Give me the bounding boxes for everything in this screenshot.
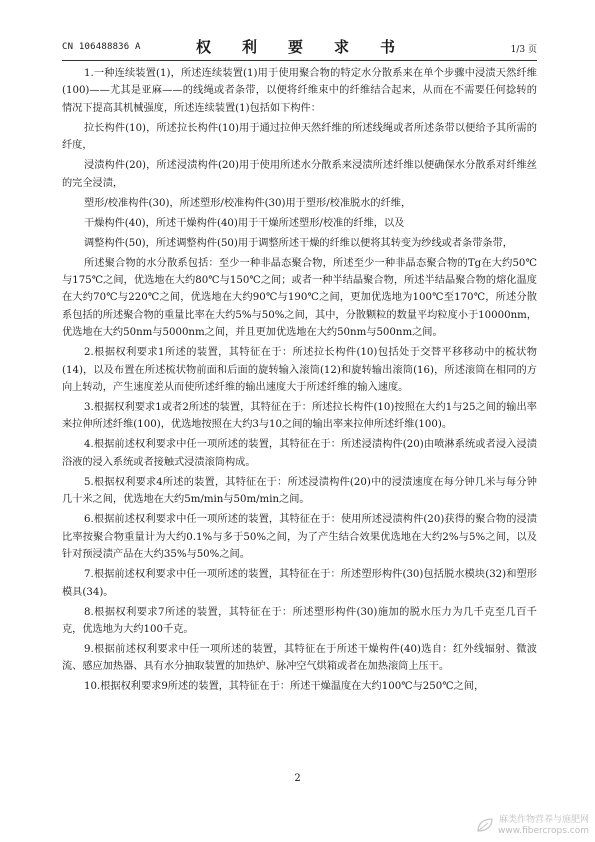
claim-paragraph: 9.根据前述权利要求中任一项所述的装置，其特征在于所述干燥构件(40)选自：红外线辐射、微波流、感应加热器、具有水分抽取装置的加热炉、脉冲空气烘箱或者在加热滚筒上压干。 (62, 643, 537, 673)
claim-paragraph: 2.根据权利要求1所述的装置，其特征在于：所述拉长构件(10)包括处于交替平移移动中的梳状物(14)，以及布置在所述梳状物前面和后面的旋转输入滚筒(12)和旋转输出滚筒(16)，所述滚筒在相同的方向上转动，产生速度差从而使所述纤维的输出速度大于所述纤维的输入速度。 (62, 347, 537, 394)
watermark-site-name: 麻类作物营养与施肥网 (498, 815, 589, 825)
watermark-url: www.fibercrops.com (498, 826, 589, 836)
claims-body (62, 65, 537, 698)
claim-paragraph: 5.根据权利要求4所述的装置，其特征在于：所述浸渍构件(20)中的浸渍速度在每分钟几米与每分钟几十米之间，优选地在大约5m/min与50m/min之间。 (62, 476, 537, 506)
claim-paragraph: 调整构件(50)，所述调整构件(50)用于调整所述干燥的纤维以便将其转变为纱线或者条带条带， (84, 237, 513, 249)
claim-paragraph: 拉长构件(10)，所述拉长构件(10)用于通过拉伸天然纤维的所述线绳或者所述条带以便给予其所需的纤度， (62, 122, 537, 152)
patent-number: CN 106488836 A (62, 42, 141, 52)
claim-paragraph: 干燥构件(40)，所述干燥构件(40)用于干燥所述塑形/校准的纤维，以及 (84, 217, 405, 229)
claim-paragraph: 8.根据权利要求7所述的装置，其特征在于：所述塑形构件(30)施加的脱水压力为几千克至几百千克，优选地为大约100千克。 (62, 606, 537, 635)
claim-paragraph: 塑形/校准构件(30)，所述塑形/校准构件(30)用于塑形/校准脱水的纤维， (84, 197, 412, 209)
page-indicator: 1/3 页 (510, 45, 537, 55)
claim-paragraph: 1.一种连续装置(1)，所述连续装置(1)用于使用聚合物的特定水分散系来在单个步骤中浸渍天然纤维(100)——尤其是亚麻——的线绳或者条带，以便将纤维束中的纤维结合起来，从而在不需要任何捻转的情况下提高其机械强度，所述连续装置(1)包括如下构件： (62, 68, 537, 114)
claim-paragraph: 4.根据前述权利要求中任一项所述的装置，其特征在于：所述浸渍构件(20)由喷淋系统或者浸入浸渍浴液的浸入系统或者接触式浸渍滚筒构成。 (62, 439, 537, 468)
claim-paragraph: 3.根据权利要求1或者2所述的装置，其特征在于：所述拉长构件(10)按照在大约1与25之间的输出率来拉伸所述纤维(100)，优选地按照在大约3与10之间的输出率来拉伸所述纤维(100)。 (62, 402, 537, 431)
claim-paragraph: 6.根据前述权利要求中任一项所述的装置，其特征在于：使用所述浸渍构件(20)获得的聚合物的浸渍比率按聚合物重量计为大约0.1%与多于50%之间，为了产生结合效果优选地在大约2%与5%之间，以及针对预浸渍产品在大约35%与50%之间。 (62, 514, 537, 561)
claim-paragraph: 所述聚合物的水分散系包括：至少一种非晶态聚合物，所述至少一种非晶态聚合物的Tg在大约50℃与175℃之间，优选地在大约80℃与150℃之间；或者一种半结晶聚合物，所述半结晶聚合物的熔化温度在大约70℃与220℃之间，优选地在大约90℃与190℃之间，更加优选地为100℃至170℃，所述分散系包括的所述聚合物的重量比率在大约5%与50%之间，其中，分散颗粒的数量平均粒度小于10000nm，优选地在大约50nm与5000nm之间，并且更加优选地在大约50nm与500nm之间。 (62, 257, 537, 339)
page-number: 2 (294, 773, 301, 784)
watermark (498, 815, 589, 837)
document-title: 权 利 要 求 书 (195, 38, 403, 56)
leaf-logo-icon (476, 817, 494, 833)
page-header (62, 36, 537, 58)
claim-paragraph: 10.根据权利要求9所述的装置，其特征在于：所述干燥温度在大约100℃与250℃之间， (84, 681, 485, 693)
header-divider (62, 60, 537, 61)
claim-paragraph: 7.根据前述权利要求中任一项所述的装置，其特征在于：所述塑形构件(30)包括脱水模块(32)和塑形模具(34)。 (62, 569, 537, 598)
claim-paragraph: 浸渍构件(20)，所述浸渍构件(20)用于使用所述水分散系来浸渍所述纤维以便确保水分散系对纤维丝的完全浸渍， (62, 160, 537, 189)
